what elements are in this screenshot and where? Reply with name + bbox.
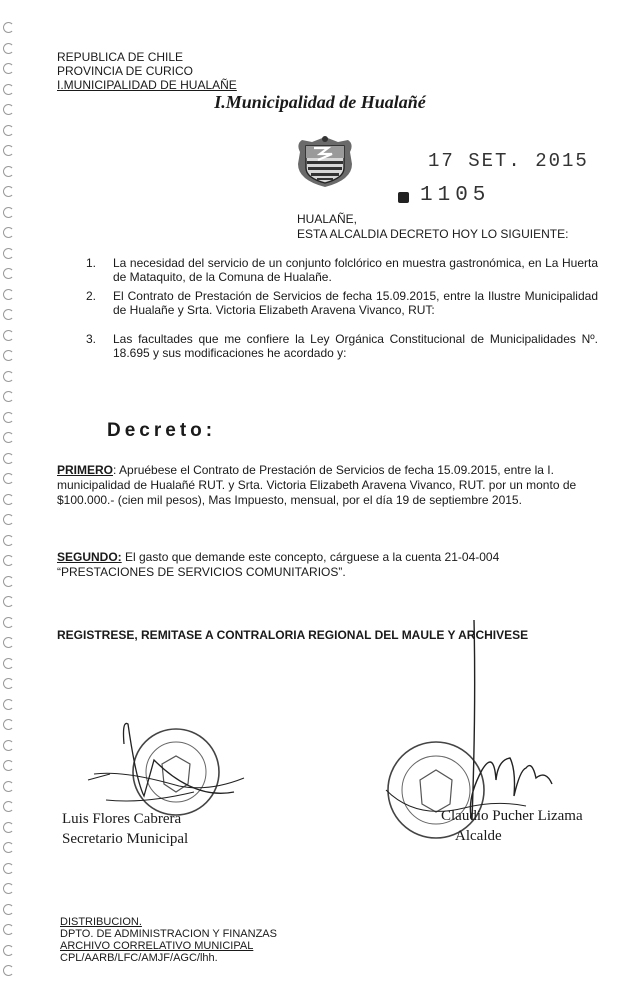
binding-hole — [3, 309, 14, 320]
binding-hole — [3, 289, 14, 300]
distribution-heading: DISTRIBUCION. — [60, 916, 142, 928]
coat-of-arms-icon — [292, 134, 358, 190]
binding-hole — [3, 412, 14, 423]
page-title: I.Municipalidad de Hualañé — [214, 92, 426, 112]
secretary-name: Luis Flores Cabrera — [62, 811, 182, 827]
segundo-paragraph — [57, 550, 598, 580]
binding-hole — [3, 945, 14, 956]
mayor-role: Alcalde — [455, 828, 502, 844]
binding-hole — [3, 576, 14, 587]
binding-hole — [3, 371, 14, 382]
opening-statement: ESTA ALCALDIA DECRETO HOY LO SIGUIENTE: — [297, 227, 569, 241]
distribution — [60, 916, 277, 964]
item-number: 1. — [86, 256, 97, 270]
binding-hole — [3, 883, 14, 894]
binding-hole — [3, 494, 14, 505]
distribution-line: DPTO. DE ADMINISTRACION Y FINANZAS — [60, 928, 277, 940]
binding-hole — [3, 801, 14, 812]
binding-hole — [3, 125, 14, 136]
binding-hole — [3, 166, 14, 177]
binding-hole — [3, 555, 14, 566]
binding-hole — [3, 330, 14, 341]
binding-hole — [3, 842, 14, 853]
binding-hole — [3, 637, 14, 648]
binding-hole — [3, 924, 14, 935]
binding-hole — [3, 617, 14, 628]
segundo-label: SEGUNDO: — [57, 550, 122, 564]
binding-hole — [3, 658, 14, 669]
binding-hole — [3, 391, 14, 402]
item-text: Las facultades que me confiere la Ley Orgánica Constitucional de Municipalidades Nº. 18.695 y sus modificaciones he acordado y: — [113, 332, 598, 360]
binding-hole — [3, 186, 14, 197]
binding-hole — [3, 699, 14, 710]
municipality-line: I.MUNICIPALIDAD DE HUALAÑE — [57, 78, 237, 92]
binding-hole — [3, 965, 14, 976]
distribution-line: ARCHIVO CORRELATIVO MUNICIPAL — [60, 940, 254, 952]
binding-hole — [3, 596, 14, 607]
binding-hole — [3, 248, 14, 259]
binding-hole — [3, 145, 14, 156]
country-line: REPUBLICA DE CHILE — [57, 50, 184, 64]
province-line: PROVINCIA DE CURICO — [57, 64, 194, 78]
binding-hole — [3, 227, 14, 238]
primero-text: : Apruébese el Contrato de Prestación de Servicios de fecha 15.09.2015, entre la I. municipalidad de Hualañé RUT. y Srta. Victoria Elizabeth Aravena Vivanco, RUT. por un monto de $100.000.- (cien mil pesos), Mas Impuesto, mensual, por el día 19 de septiembre 2015. — [57, 463, 577, 507]
binding-hole — [3, 207, 14, 218]
item-text: El Contrato de Prestación de Servicios de fecha 15.09.2015, entre la Ilustre Municipalidad de Hualañe y Srta. Victoria Elizabeth Aravena Vivanco, RUT: — [113, 289, 598, 317]
binding-holes — [0, 0, 18, 984]
binding-hole — [3, 760, 14, 771]
binding-hole — [3, 268, 14, 279]
binding-hole — [3, 43, 14, 54]
binding-hole — [3, 822, 14, 833]
binding-hole — [3, 350, 14, 361]
city-name: HUALAÑE, — [297, 212, 358, 226]
decreto-heading: Decreto: — [107, 420, 217, 441]
binding-hole — [3, 514, 14, 525]
date-stamp: 17 SET. 2015 — [428, 150, 589, 172]
binding-hole — [3, 63, 14, 74]
binding-hole — [3, 535, 14, 546]
letterhead — [57, 50, 237, 92]
binding-hole — [3, 781, 14, 792]
opening — [297, 212, 568, 242]
stamp-mark — [398, 192, 409, 203]
binding-hole — [3, 678, 14, 689]
item-text: La necesidad del servicio de un conjunto folclórico en muestra gastronómica, en La Huerta de Mataquito, de la Comuna de Hualañe. — [113, 256, 598, 284]
secretary-role: Secretario Municipal — [62, 831, 189, 847]
binding-hole — [3, 863, 14, 874]
binding-hole — [3, 740, 14, 751]
primero-paragraph — [57, 463, 598, 508]
binding-hole — [3, 904, 14, 915]
binding-hole — [3, 453, 14, 464]
distribution-line: CPL/AARB/LFC/AMJF/AGC/lhh. — [60, 952, 218, 964]
binding-hole — [3, 719, 14, 730]
binding-hole — [3, 473, 14, 484]
closing-order: REGISTRESE, REMITASE A CONTRALORIA REGIONAL DEL MAULE Y ARCHIVESE — [57, 628, 529, 642]
mayor-name: Claudio Pucher Lizama — [441, 808, 583, 824]
decree-number: 1105 — [420, 184, 491, 207]
item-number: 2. — [86, 289, 97, 303]
binding-hole — [3, 22, 14, 33]
primero-label: PRIMERO — [57, 463, 114, 477]
item-number: 3. — [86, 332, 97, 346]
segundo-text: El gasto que demande este concepto, cárguese a la cuenta 21-04-004 “PRESTACIONES DE SERVICIOS COMUNITARIOS”. — [57, 550, 500, 579]
binding-hole — [3, 432, 14, 443]
